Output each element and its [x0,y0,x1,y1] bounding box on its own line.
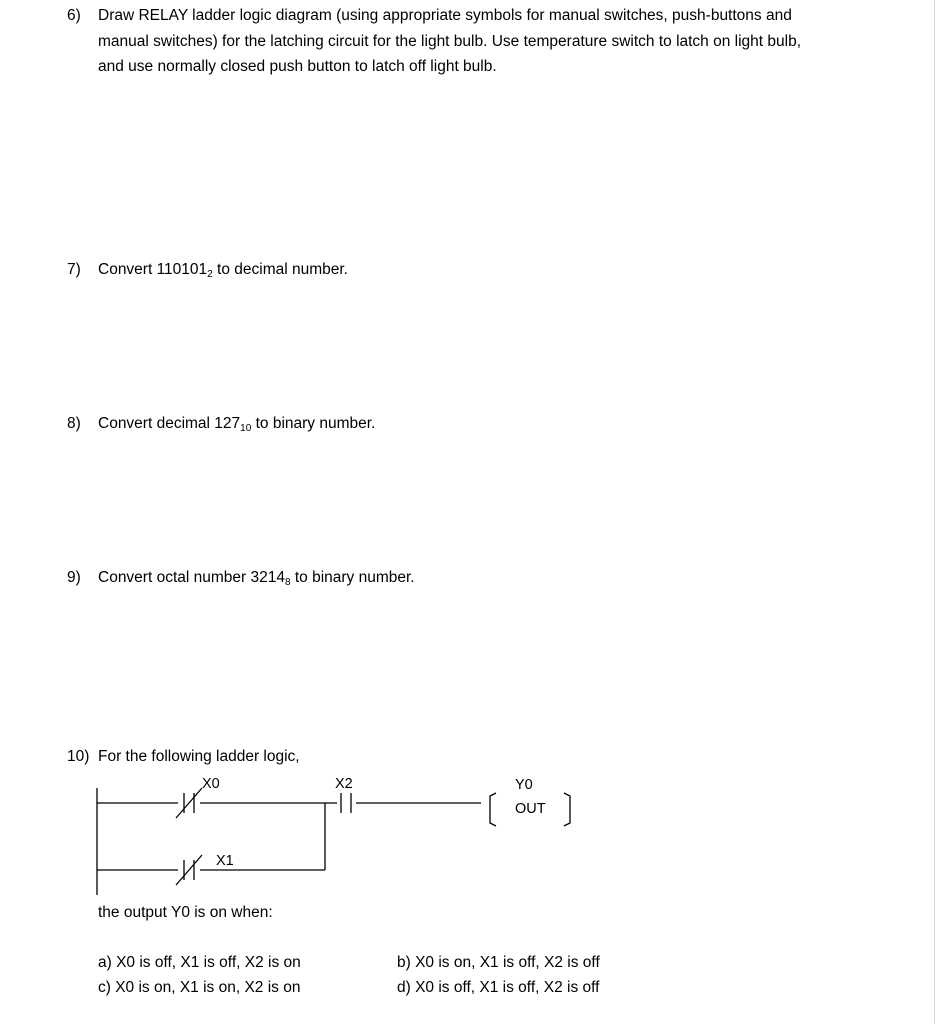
contact-x2-label: X2 [335,776,353,792]
option-a: a) X0 is off, X1 is off, X2 is on [98,954,301,971]
question-6-text: Draw RELAY ladder logic diagram (using appropriate symbols for manual switches, push-buttons and manual switches) for the latching circuit for the light bulb. Use temperature switch to latch on light bulb, and use normally closed push button to latch off light bulb. [98,7,802,75]
question-7-text [98,257,827,283]
question-9-subscript: 8 [284,577,291,588]
coil-y0-label: Y0 [515,777,533,793]
coil-type-label: OUT [515,801,546,817]
question-8-subscript: 10 [240,423,252,434]
contact-x0-normally-closed [176,788,202,818]
question-9-text-pre: Convert octal number 3214 [98,569,285,586]
question-7-text-post: to decimal number. [212,261,348,278]
question-10-number: 10) [67,748,90,765]
question-10 [67,744,827,770]
question-6-number: 6) [67,7,81,24]
contact-x1-label: X1 [216,853,234,869]
option-d: d) X0 is off, X1 is off, X2 is off [397,979,600,996]
question-7 [67,257,827,283]
coil-y0-right-bracket [564,793,570,826]
question-8-number: 8) [67,415,81,432]
question-8 [67,411,827,437]
question-6 [67,3,827,80]
question-8-text [98,411,827,437]
question-7-subscript: 2 [207,269,213,280]
contact-x2-normally-open [341,793,351,813]
coil-y0-left-bracket [490,793,496,826]
question-8-text-pre: Convert decimal 127 [98,415,241,432]
output-condition-prompt: the output Y0 is on when: [98,904,273,921]
option-c: c) X0 is on, X1 is on, X2 is on [98,979,301,996]
question-8-text-post: to binary number. [251,415,376,432]
question-7-number: 7) [67,261,81,278]
question-9-text-post: to binary number. [290,569,415,586]
contact-x1-normally-closed [176,855,202,885]
contact-x0-label: X0 [202,776,220,792]
question-9-text [98,565,827,591]
question-9-number: 9) [67,569,81,586]
question-9 [67,565,827,591]
question-10-text: For the following ladder logic, [98,748,300,765]
question-7-text-pre: Convert 110101 [98,261,208,278]
option-b: b) X0 is on, X1 is off, X2 is off [397,954,600,971]
